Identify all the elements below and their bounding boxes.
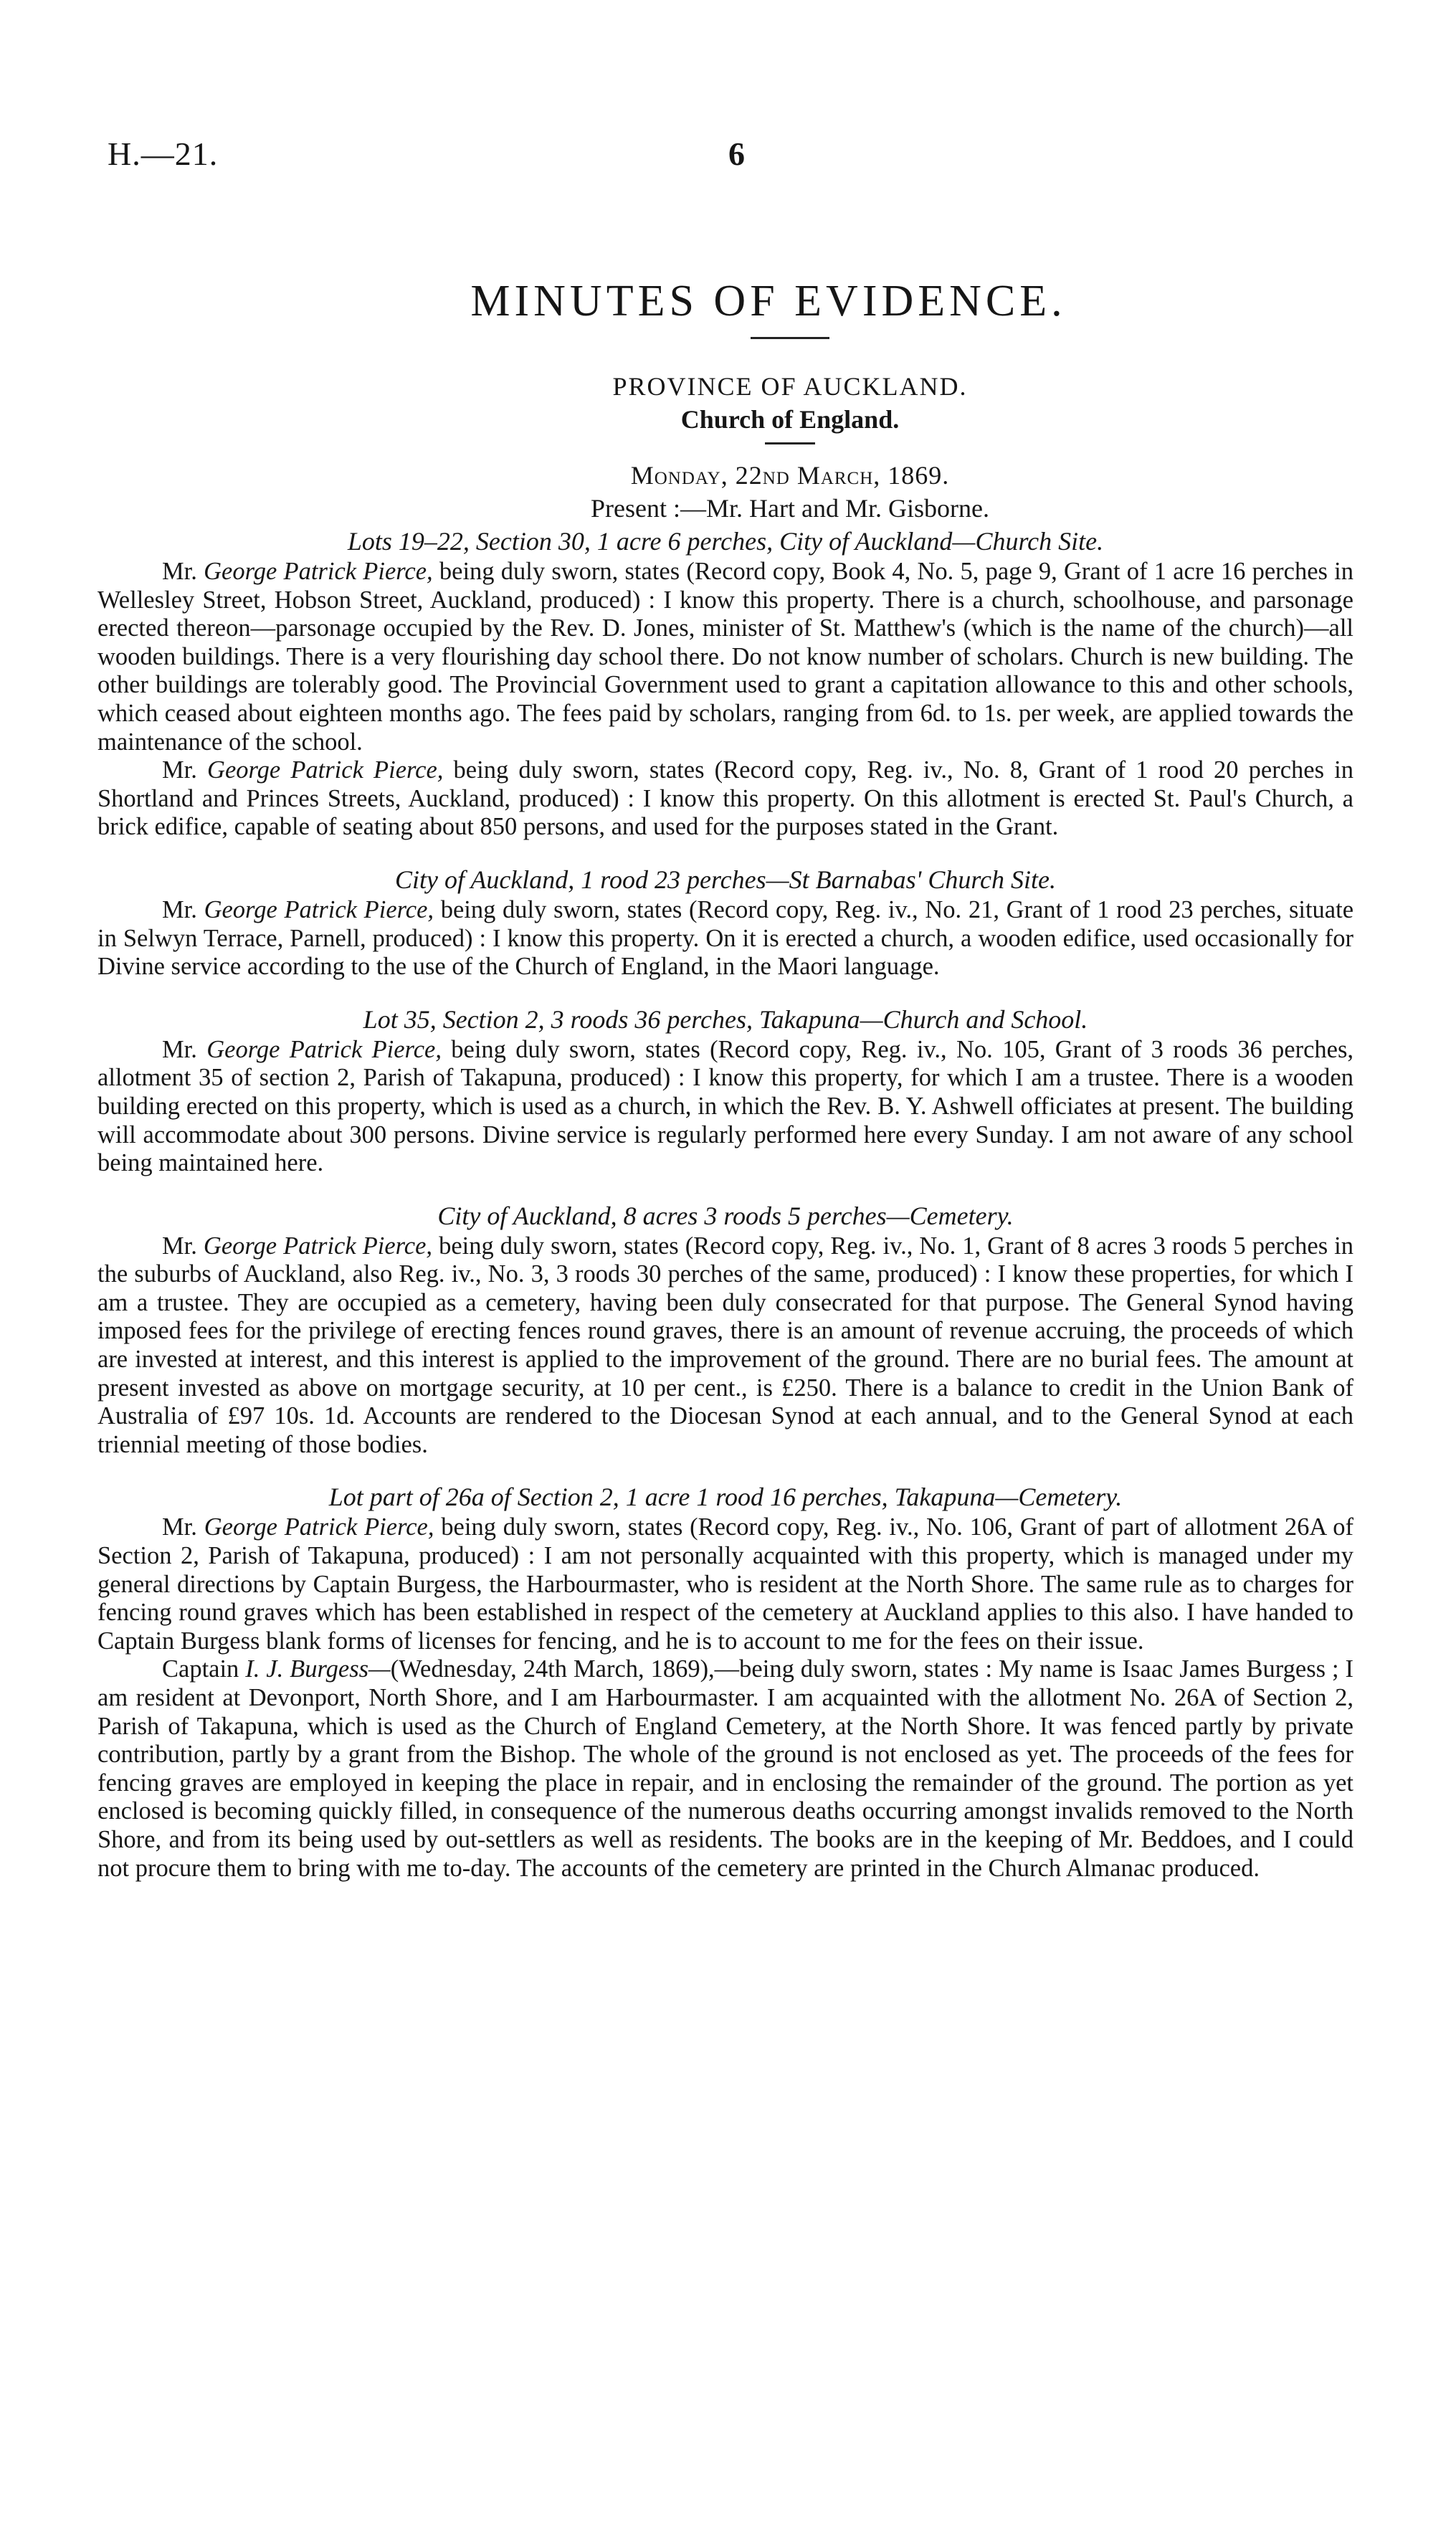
evidence-paragraph: Mr. George Patrick Pierce, being duly sworn, states (Record copy, Reg. iv., No. 21, Grant of 1 rood 23 perches, situate in Selwyn Terrace, Parnell, produced) : I know this property. On it is erected a church, a wooden edifice, used occasionally for Divine service according to the use of the Church of England, in the Maori language. xyxy=(97,895,1354,981)
province-heading: PROVINCE OF AUCKLAND. xyxy=(612,372,968,401)
witness-name: George Patrick Pierce, xyxy=(204,895,434,923)
witness-name: George Patrick Pierce, xyxy=(204,1513,434,1541)
evidence-paragraph: Mr. George Patrick Pierce, being duly sworn, states (Record copy, Reg. iv., No. 106, Grant of part of allotment 26A of Section 2, Parish of Takapuna, produced) : I am not personally acquainted with this property, which is managed under my general directions by Captain Burgess, the Harbourmaster, who is resident at the North Shore. The same rule as to charges for fencing round graves which has been established in respect of the cemetery at Auckland applies to this also. I have handed to Captain Burgess blank forms of licenses for fencing, and he is to account to me for the fees on their issue. xyxy=(97,1513,1354,1655)
evidence-paragraph: Mr. George Patrick Pierce, being duly sworn, states (Record copy, Book 4, No. 5, page 9, Grant of 1 acre 16 perches in Wellesley Street, Hobson Street, Auckland, produced) : I know this property. There is a church, schoolhouse, and parsonage erected thereon—parsonage occupied by the Rev. D. Jones, minister of St. Matthew's (which is the name of the church)—all wooden buildings. There is a very flourishing day school there. Do not know number of scholars. Church is new building. The other buildings are tolerably good. The Provincial Government used to grant a capitation allowance to this and other schools, which ceased about eighteen months ago. The fees paid by scholars, ranging from 6d. to 1s. per week, are applied towards the maintenance of the school. xyxy=(97,558,1354,756)
title-rule xyxy=(751,337,829,339)
section-heading: Lots 19–22, Section 30, 1 acre 6 perches, City of Auckland—Church Site. xyxy=(347,527,1104,556)
denomination-heading: Church of England. xyxy=(680,405,900,434)
witness-name: George Patrick Pierce, xyxy=(203,1232,433,1260)
document-reference: H.—21. xyxy=(108,135,219,172)
witness-name: George Patrick Pierce, xyxy=(206,1035,442,1063)
witness-name: I. J. Burgess— xyxy=(245,1655,391,1683)
page-number: 6 xyxy=(728,135,745,172)
page-content xyxy=(97,276,1353,1883)
evidence-paragraph: Captain I. J. Burgess—(Wednesday, 24th March, 1869),—being duly sworn, states : My name is Isaac James Burgess ; I am resident at Devonport, North Shore, and I am Harbourmaster. I am acquainted with the allotment No. 26A of Section 2, Parish of Takapuna, which is used as the Church of England Cemetery, at the North Shore. It was fenced partly by private contribution, partly by a grant from the Bishop. The whole of the ground is not enclosed as yet. The proceeds of the fees for fencing graves are employed in keeping the place in repair, and in enclosing the remainder of the ground. The portion as yet enclosed is becoming quickly filled, in consequence of the numerous deaths occurring amongst invalids removed to the North Shore, and from its being used by out-settlers as well as residents. The books are in the keeping of Mr. Beddoes, and I could not procure them to bring with me to-day. The accounts of the cemetery are printed in the Church Almanac produced. xyxy=(97,1655,1353,1882)
page-title: MINUTES OF EVIDENCE. xyxy=(470,277,1067,325)
witness-name: George Patrick Pierce, xyxy=(204,558,433,585)
evidence-paragraph: Mr. George Patrick Pierce, being duly sworn, states (Record copy, Reg. iv., No. 8, Grant of 1 rood 20 perches in Shortland and Princes Streets, Auckland, produced) : I know this property. On this allotment is erected St. Paul's Church, a brick edifice, capable of seating about 850 persons, and used for the purposes stated in the Grant. xyxy=(97,756,1354,841)
evidence-paragraph: Mr. George Patrick Pierce, being duly sworn, states (Record copy, Reg. iv., No. 105, Grant of 3 roods 36 perches, allotment 35 of section 2, Parish of Takapuna, produced) : I know this property, for which I am a trustee. There is a wooden building erected on this property, which is used as a church, in which the Rev. B. Y. Ashwell officiates at present. The building will accommodate about 300 persons. Divine service is regularly performed here every Sunday. I am not aware of any school being maintained here. xyxy=(97,1035,1354,1177)
section-heading: Lot part of 26a of Section 2, 1 acre 1 rood 16 perches, Takapuna—Cemetery. xyxy=(328,1483,1123,1512)
section-heading: City of Auckland, 8 acres 3 roods 5 perches—Cemetery. xyxy=(437,1201,1014,1230)
denomination-rule xyxy=(765,442,815,444)
sitting-date: Monday, 22nd March, 1869. xyxy=(630,461,950,490)
evidence-paragraph: Mr. George Patrick Pierce, being duly sworn, states (Record copy, Reg. iv., No. 1, Grant of 8 acres 3 roods 5 perches in the suburbs of Auckland, also Reg. iv., No. 3, 3 roods 30 perches of the same, produced) : I know these properties, for which I am a trustee. They are occupied as a cemetery, having been duly consecrated for that purpose. The General Synod having imposed fees for the privilege of erecting fences round graves, there is an amount of revenue accruing, the proceeds of which are invested at interest, and this interest is applied to the improvement of the ground. There are no burial fees. The amount at present invested as above on mortgage security, at 10 per cent., is £250. There is a balance to credit in the Union Bank of Australia of £97 10s. 1d. Accounts are rendered to the Diocesan Synod at each annual, and to the General Synod at each triennial meeting of those bodies. xyxy=(97,1232,1354,1458)
present-line: Present :—Mr. Hart and Mr. Gisborne. xyxy=(591,494,989,523)
section-heading: City of Auckland, 1 rood 23 perches—St Barnabas' Church Site. xyxy=(395,865,1056,894)
section-heading: Lot 35, Section 2, 3 roods 36 perches, Takapuna—Church and School. xyxy=(363,1004,1088,1034)
witness-name: George Patrick Pierce, xyxy=(207,756,444,784)
